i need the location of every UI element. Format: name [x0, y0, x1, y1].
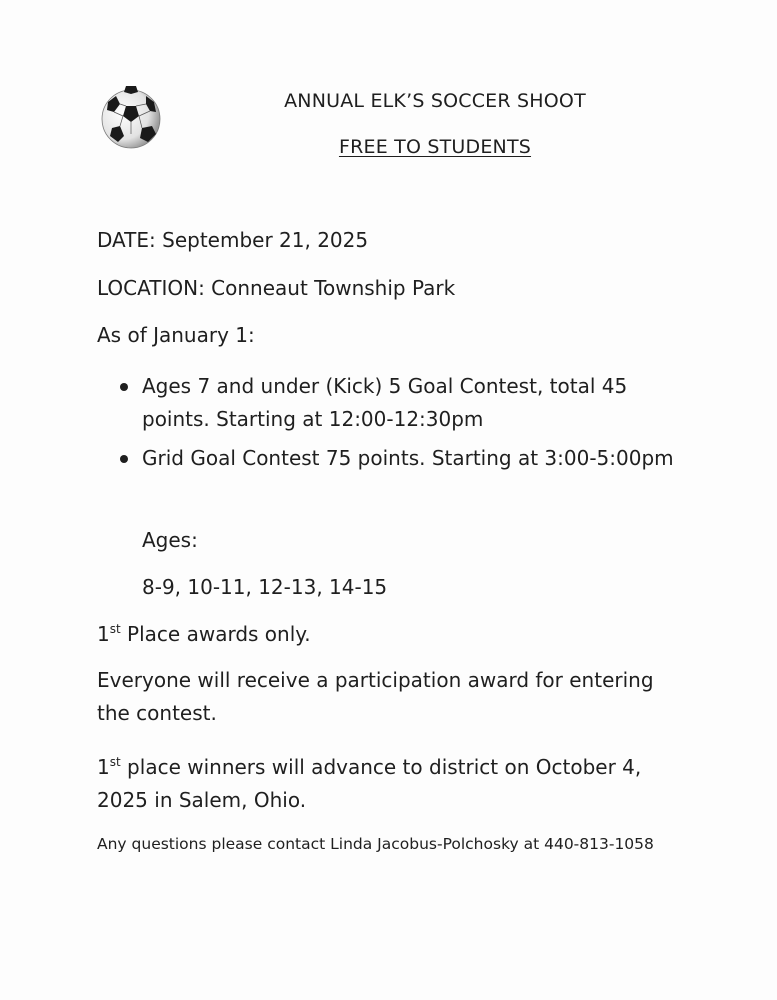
event-date: DATE: September 21, 2025: [97, 228, 369, 252]
contest-list: [118, 370, 718, 475]
list-item: [118, 370, 718, 436]
awards-text: Place awards only.: [120, 622, 311, 646]
event-subtitle: FREE TO STUDENTS: [338, 136, 532, 158]
ordinal-number: 1: [97, 622, 110, 646]
contact-info: Any questions please contact Linda Jacobus-Polchosky at 440-813-1058: [97, 835, 654, 853]
soccer-ball-icon: [100, 84, 162, 150]
age-groups: 8-9, 10-11, 12-13, 14-15: [142, 575, 388, 599]
district-note: [97, 746, 697, 817]
ages-label: Ages:: [142, 528, 198, 552]
list-item: [118, 442, 718, 475]
district-text: place winners will advance to district on October 4, 2025 in Salem, Ohio.: [97, 755, 642, 812]
ordinal-suffix: st: [109, 622, 121, 636]
contest-text: Ages 7 and under (Kick) 5 Goal Contest, total 45 points. Starting at 12:00-12:30pm: [142, 374, 628, 431]
contest-text: Grid Goal Contest 75 points. Starting at 3:00-5:00pm: [142, 446, 674, 470]
bullet-icon: [120, 383, 128, 391]
as-of-label: As of January 1:: [97, 323, 255, 347]
participation-note: Everyone will receive a participation award for entering the contest.: [97, 668, 654, 725]
event-title: ANNUAL ELK’S SOCCER SHOOT: [284, 90, 586, 112]
bullet-icon: [120, 455, 128, 463]
event-location: LOCATION: Conneaut Township Park: [97, 276, 456, 300]
ordinal-suffix: st: [109, 755, 121, 769]
ordinal-number: 1: [97, 755, 110, 779]
first-place-awards: [97, 622, 311, 646]
